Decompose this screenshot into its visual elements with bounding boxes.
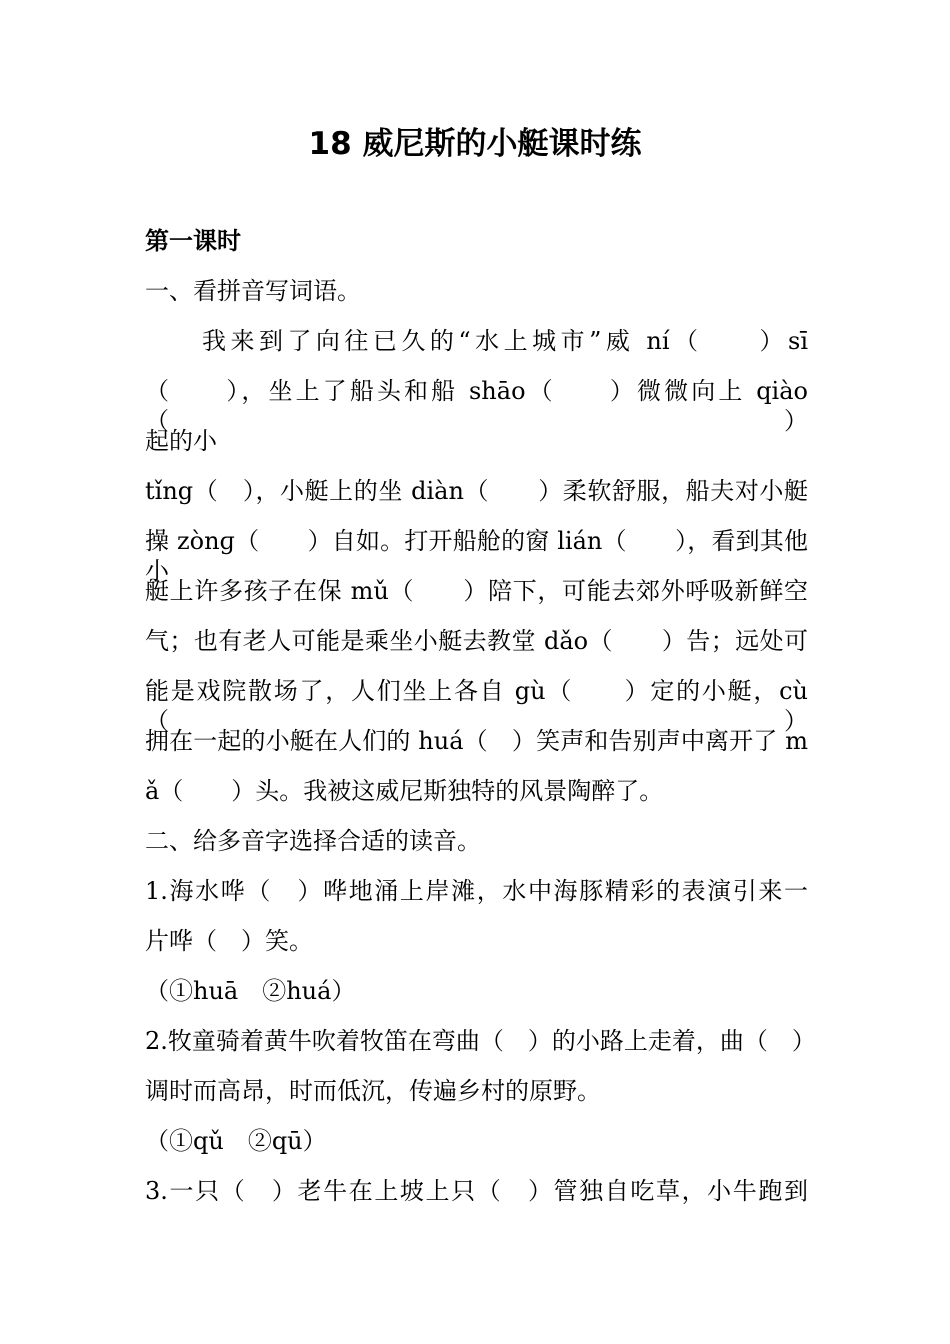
part1-line: 拥在一起的小艇在人们的 huá（ ）笑声和告别声中离开了 m — [145, 727, 808, 755]
part2-options: （①qǔ ②qū） — [145, 1127, 327, 1155]
part2-heading: 二、给多音字选择合适的读音。 — [145, 827, 481, 855]
part1-line: 艇上许多孩子在保 mǔ（ ）陪下，可能去郊外呼吸新鲜空 — [145, 577, 808, 605]
part1-line: 能是戏院散场了，人们坐上各自 gù（ ）定的小艇，cù（ ） — [145, 677, 808, 735]
part1-line: tǐng（ ），小艇上的坐 diàn（ ）柔软舒服，船夫对小艇 — [145, 477, 808, 505]
part1-line: 我来到了向往已久的“水上城市”威 ní（ ）sī — [145, 327, 808, 355]
part2-line: 调时而高昂，时而低沉，传遍乡村的原野。 — [145, 1077, 601, 1105]
part1-line: （ ），坐上了船头和船 shāo（ ）微微向上 qiào（ ） — [145, 377, 808, 435]
part1-line: 起的小 — [145, 427, 217, 455]
page-title: 18 威尼斯的小艇课时练 — [308, 126, 642, 162]
part2-options: （①huā ②huá） — [145, 977, 356, 1005]
part1-heading: 一、看拼音写词语。 — [145, 277, 361, 305]
part2-line: 2.牧童骑着黄牛吹着牧笛在弯曲（ ）的小路上走着，曲（ ） — [145, 1027, 816, 1055]
lesson-label: 第一课时 — [145, 227, 241, 255]
part2-line: 1.海水哗（ ）哗地涌上岸滩，水中海豚精彩的表演引来一 — [145, 877, 808, 905]
part2-line: 3.一只（ ）老牛在上坡上只（ ）管独自吃草，小牛跑到 — [145, 1177, 808, 1205]
part2-line: 片哗（ ）笑。 — [145, 927, 313, 955]
part1-line: 气；也有老人可能是乘坐小艇去教堂 dǎo（ ）告；远处可 — [145, 627, 808, 655]
part1-line: ǎ（ ）头。我被这威尼斯独特的风景陶醉了。 — [145, 777, 664, 805]
part1-line: 操 zònɡ（ ）自如。打开船舱的窗 lián（ ），看到其他小 — [145, 527, 808, 585]
